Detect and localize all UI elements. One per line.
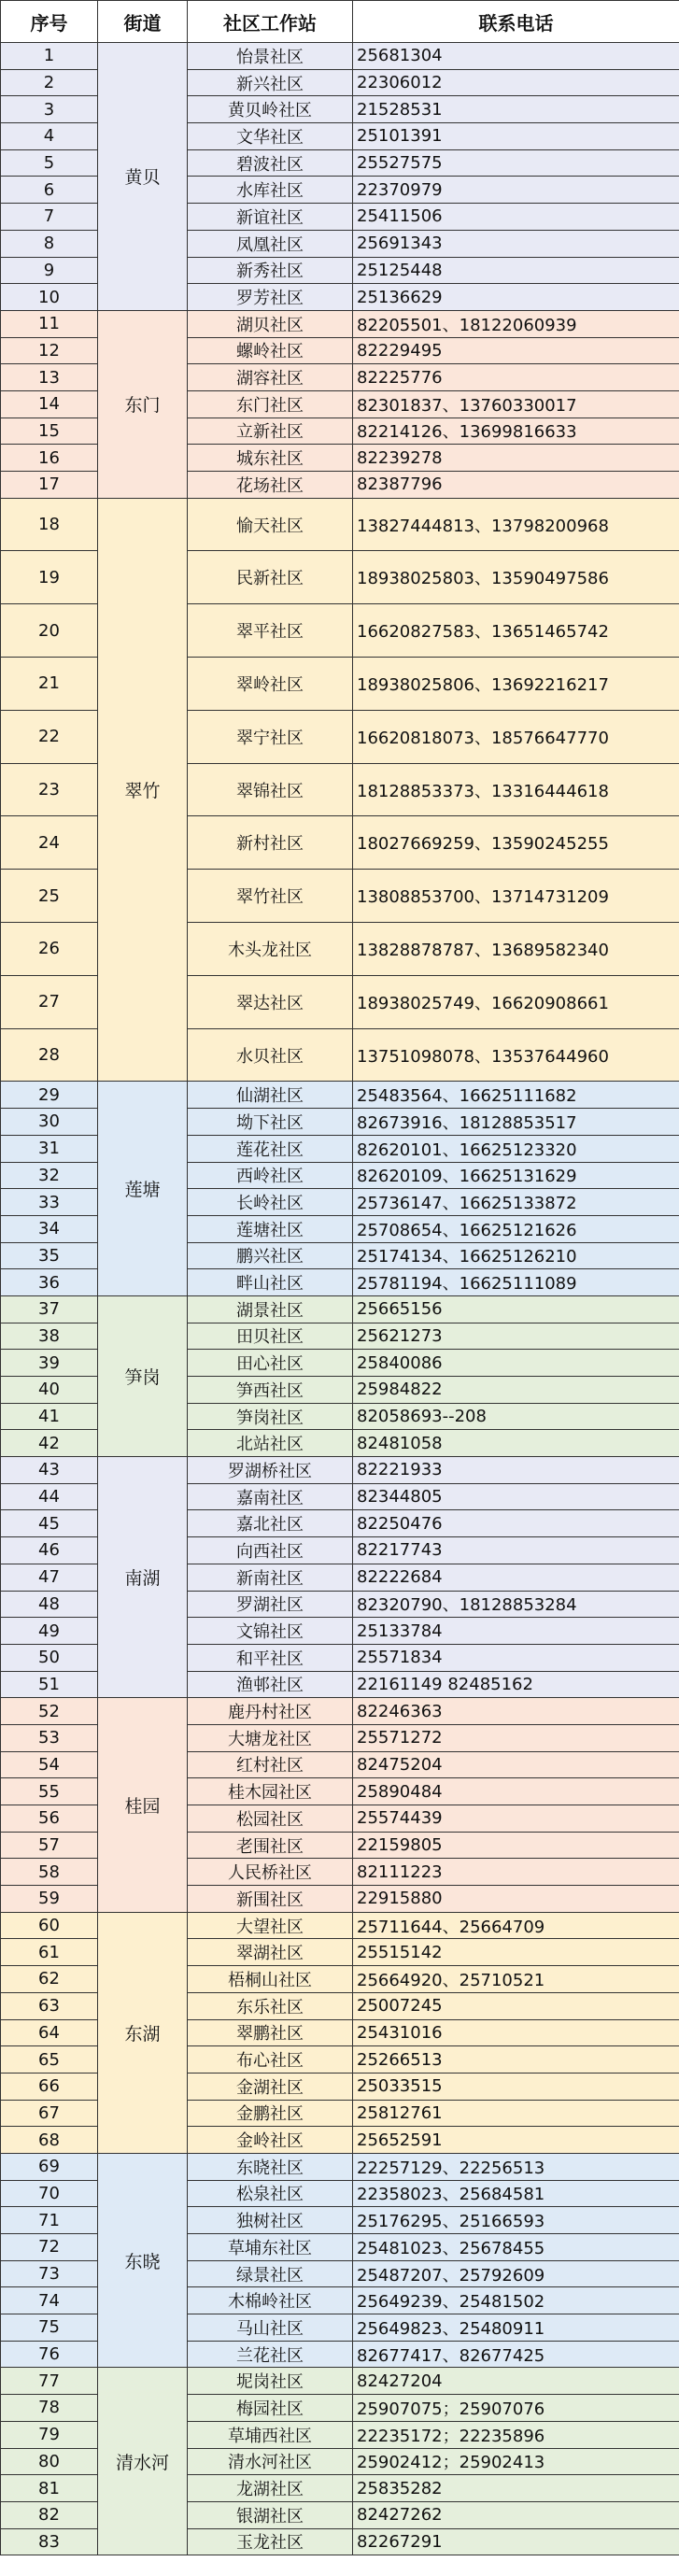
row-number: 6 (1, 177, 98, 204)
community-name: 莲塘社区 (188, 1215, 353, 1242)
row-number: 13 (1, 364, 98, 391)
row-number: 83 (1, 2528, 98, 2555)
phone-number: 25527575 (353, 149, 679, 177)
phone-number: 25571272 (353, 1724, 679, 1751)
phone-number: 82111223 (353, 1859, 679, 1886)
phone-number: 18938025806、13692216217 (353, 658, 679, 711)
phone-number: 22915880 (353, 1886, 679, 1913)
table-header-row (1, 1, 679, 43)
phone-number: 25621273 (353, 1323, 679, 1350)
row-number: 63 (1, 1992, 98, 2019)
community-name: 向西社区 (188, 1537, 353, 1564)
row-number: 5 (1, 149, 98, 177)
row-number: 50 (1, 1644, 98, 1671)
row-number: 60 (1, 1912, 98, 1939)
row-number: 26 (1, 923, 98, 976)
phone-number: 82427204 (353, 2368, 679, 2395)
row-number: 42 (1, 1430, 98, 1457)
phone-number: 13827444813、13798200968 (353, 498, 679, 551)
phone-number: 82229495 (353, 337, 679, 364)
row-number: 4 (1, 123, 98, 150)
row-number: 59 (1, 1886, 98, 1913)
phone-number: 82246363 (353, 1698, 679, 1725)
community-name: 翠鹏社区 (188, 2019, 353, 2046)
phone-number: 25101391 (353, 123, 679, 150)
row-number: 81 (1, 2475, 98, 2502)
phone-number: 25681304 (353, 43, 679, 70)
row-number: 67 (1, 2100, 98, 2127)
community-name: 湖贝社区 (188, 310, 353, 337)
street-name: 东晓 (98, 2153, 188, 2368)
row-number: 10 (1, 284, 98, 311)
row-number: 17 (1, 472, 98, 499)
row-number: 51 (1, 1671, 98, 1698)
community-name: 翠锦社区 (188, 763, 353, 816)
community-name: 兰花社区 (188, 2341, 353, 2368)
phone-number: 25487207、25792609 (353, 2260, 679, 2287)
community-name: 怡景社区 (188, 43, 353, 70)
phone-number: 13751098078、13537644960 (353, 1028, 679, 1082)
phone-number: 25649239、25481502 (353, 2287, 679, 2314)
phone-number: 82475204 (353, 1751, 679, 1778)
header-phone: 联系电话 (353, 1, 679, 43)
phone-number: 25664920、25710521 (353, 1966, 679, 1993)
row-number: 24 (1, 816, 98, 870)
community-name: 梧桐山社区 (188, 1966, 353, 1993)
community-name: 东乐社区 (188, 1992, 353, 2019)
community-name: 松泉社区 (188, 2180, 353, 2207)
community-name: 笋岗社区 (188, 1403, 353, 1430)
phone-number: 25781194、16625111089 (353, 1269, 679, 1296)
row-number: 70 (1, 2180, 98, 2207)
phone-number: 25835282 (353, 2475, 679, 2502)
phone-number: 25483564、16625111682 (353, 1082, 679, 1109)
community-name: 金鹏社区 (188, 2100, 353, 2127)
table-row (1, 498, 679, 551)
phone-number: 25431016 (353, 2019, 679, 2046)
community-name: 罗湖社区 (188, 1591, 353, 1618)
phone-number: 82267291 (353, 2528, 679, 2555)
phone-number: 25574439 (353, 1805, 679, 1833)
community-name: 坳下社区 (188, 1109, 353, 1136)
header-street: 街道 (98, 1, 188, 43)
row-number: 25 (1, 870, 98, 923)
community-name: 绿景社区 (188, 2260, 353, 2287)
community-name: 畔山社区 (188, 1269, 353, 1296)
community-name: 北站社区 (188, 1430, 353, 1457)
row-number: 65 (1, 2046, 98, 2074)
community-name: 马山社区 (188, 2314, 353, 2342)
community-name: 鹿丹村社区 (188, 1698, 353, 1725)
community-name: 木棉岭社区 (188, 2287, 353, 2314)
table-row (1, 1082, 679, 1109)
row-number: 73 (1, 2260, 98, 2287)
phone-number: 82301837、13760330017 (353, 390, 679, 418)
community-name: 西岭社区 (188, 1162, 353, 1189)
community-name: 新兴社区 (188, 69, 353, 96)
community-name: 罗芳社区 (188, 284, 353, 311)
community-name: 和平社区 (188, 1644, 353, 1671)
phone-number: 25515142 (353, 1939, 679, 1966)
phone-number: 22306012 (353, 69, 679, 96)
community-name: 黄贝岭社区 (188, 96, 353, 123)
phone-number: 25812761 (353, 2100, 679, 2127)
row-number: 46 (1, 1537, 98, 1564)
phone-number: 82673916、18128853517 (353, 1109, 679, 1136)
table-row (1, 310, 679, 337)
row-number: 41 (1, 1403, 98, 1430)
community-name: 文华社区 (188, 123, 353, 150)
community-name: 布心社区 (188, 2046, 353, 2074)
street-name: 清水河 (98, 2368, 188, 2555)
row-number: 66 (1, 2073, 98, 2100)
row-number: 45 (1, 1510, 98, 1537)
community-name: 湖景社区 (188, 1295, 353, 1323)
street-name: 东湖 (98, 1912, 188, 2153)
community-name: 鹏兴社区 (188, 1242, 353, 1269)
community-name: 城东社区 (188, 445, 353, 472)
phone-number: 18938025803、13590497586 (353, 551, 679, 604)
phone-number: 25176295、25166593 (353, 2207, 679, 2234)
community-name: 大塘龙社区 (188, 1724, 353, 1751)
row-number: 79 (1, 2421, 98, 2448)
community-name: 翠岭社区 (188, 658, 353, 711)
phone-number: 25652591 (353, 2127, 679, 2154)
row-number: 62 (1, 1966, 98, 1993)
phone-number: 25902412；25902413 (353, 2448, 679, 2475)
phone-number: 82344805 (353, 1483, 679, 1510)
row-number: 44 (1, 1483, 98, 1510)
phone-number: 82481058 (353, 1430, 679, 1457)
street-name: 黄贝 (98, 43, 188, 311)
community-name: 水贝社区 (188, 1028, 353, 1082)
community-name: 梅园社区 (188, 2395, 353, 2422)
community-name: 仙湖社区 (188, 1082, 353, 1109)
community-name: 田贝社区 (188, 1323, 353, 1350)
row-number: 14 (1, 390, 98, 418)
row-number: 8 (1, 230, 98, 257)
row-number: 71 (1, 2207, 98, 2234)
phone-number: 82427262 (353, 2501, 679, 2528)
row-number: 76 (1, 2341, 98, 2368)
phone-number: 25840086 (353, 1350, 679, 1377)
row-number: 19 (1, 551, 98, 604)
row-number: 9 (1, 257, 98, 284)
row-number: 20 (1, 604, 98, 658)
phone-number: 25174134、16625126210 (353, 1242, 679, 1269)
row-number: 58 (1, 1859, 98, 1886)
row-number: 30 (1, 1109, 98, 1136)
community-name: 水库社区 (188, 177, 353, 204)
street-name: 南湖 (98, 1457, 188, 1698)
row-number: 61 (1, 1939, 98, 1966)
table-row (1, 2368, 679, 2395)
row-number: 36 (1, 1269, 98, 1296)
community-name: 翠平社区 (188, 604, 353, 658)
row-number: 49 (1, 1618, 98, 1645)
community-name: 渔邨社区 (188, 1671, 353, 1698)
phone-number: 82058693--208 (353, 1403, 679, 1430)
phone-number: 25708654、16625121626 (353, 1215, 679, 1242)
row-number: 34 (1, 1215, 98, 1242)
phone-number: 25984822 (353, 1377, 679, 1404)
phone-number: 25907075；25907076 (353, 2395, 679, 2422)
phone-number: 16620818073、18576647770 (353, 710, 679, 763)
community-name: 湖容社区 (188, 364, 353, 391)
phone-number: 25481023、25678455 (353, 2234, 679, 2261)
community-name: 新围社区 (188, 1886, 353, 1913)
community-name: 松园社区 (188, 1805, 353, 1833)
community-name: 罗湖桥社区 (188, 1457, 353, 1484)
phone-number: 25571834 (353, 1644, 679, 1671)
community-name: 东晓社区 (188, 2153, 353, 2180)
table-row (1, 1295, 679, 1323)
phone-number: 82214126、13699816633 (353, 418, 679, 445)
table-row (1, 1912, 679, 1939)
phone-number: 82620109、16625131629 (353, 1162, 679, 1189)
phone-number: 82221933 (353, 1457, 679, 1484)
phone-number: 25136629 (353, 284, 679, 311)
row-number: 12 (1, 337, 98, 364)
row-number: 82 (1, 2501, 98, 2528)
row-number: 32 (1, 1162, 98, 1189)
phone-number: 16620827583、13651465742 (353, 604, 679, 658)
table-row (1, 2153, 679, 2180)
community-name: 凤凰社区 (188, 230, 353, 257)
phone-number: 22159805 (353, 1832, 679, 1859)
row-number: 29 (1, 1082, 98, 1109)
community-name: 翠竹社区 (188, 870, 353, 923)
phone-number: 13828878787、13689582340 (353, 923, 679, 976)
row-number: 2 (1, 69, 98, 96)
row-number: 33 (1, 1189, 98, 1216)
street-name: 东门 (98, 310, 188, 498)
phone-number: 25411506 (353, 204, 679, 231)
community-name: 新村社区 (188, 816, 353, 870)
row-number: 80 (1, 2448, 98, 2475)
community-name: 清水河社区 (188, 2448, 353, 2475)
row-number: 53 (1, 1724, 98, 1751)
phone-number: 22257129、22256513 (353, 2153, 679, 2180)
row-number: 22 (1, 710, 98, 763)
table-row (1, 1698, 679, 1725)
row-number: 37 (1, 1295, 98, 1323)
community-name: 嘉北社区 (188, 1510, 353, 1537)
row-number: 48 (1, 1591, 98, 1618)
community-name: 草埔东社区 (188, 2234, 353, 2261)
row-number: 64 (1, 2019, 98, 2046)
community-name: 独树社区 (188, 2207, 353, 2234)
community-name: 东门社区 (188, 390, 353, 418)
phone-number: 82620101、16625123320 (353, 1135, 679, 1162)
community-name: 田心社区 (188, 1350, 353, 1377)
phone-number: 21528531 (353, 96, 679, 123)
phone-number: 18128853373、13316444618 (353, 763, 679, 816)
community-name: 桂木园社区 (188, 1778, 353, 1805)
phone-number: 25033515 (353, 2073, 679, 2100)
row-number: 77 (1, 2368, 98, 2395)
row-number: 3 (1, 96, 98, 123)
row-number: 74 (1, 2287, 98, 2314)
community-name: 笋西社区 (188, 1377, 353, 1404)
row-number: 56 (1, 1805, 98, 1833)
community-name: 莲花社区 (188, 1135, 353, 1162)
row-number: 72 (1, 2234, 98, 2261)
table-row (1, 43, 679, 70)
community-name: 金岭社区 (188, 2127, 353, 2154)
phone-number: 25133784 (353, 1618, 679, 1645)
community-name: 金湖社区 (188, 2073, 353, 2100)
phone-number: 25125448 (353, 257, 679, 284)
community-name: 人民桥社区 (188, 1859, 353, 1886)
row-number: 75 (1, 2314, 98, 2342)
row-number: 40 (1, 1377, 98, 1404)
phone-number: 25649823、25480911 (353, 2314, 679, 2342)
row-number: 57 (1, 1832, 98, 1859)
phone-number: 82320790、18128853284 (353, 1591, 679, 1618)
row-number: 11 (1, 310, 98, 337)
community-name: 红村社区 (188, 1751, 353, 1778)
phone-number: 25691343 (353, 230, 679, 257)
row-number: 35 (1, 1242, 98, 1269)
community-name: 新秀社区 (188, 257, 353, 284)
phone-number: 25665156 (353, 1295, 679, 1323)
community-name: 碧波社区 (188, 149, 353, 177)
header-community: 社区工作站 (188, 1, 353, 43)
row-number: 16 (1, 445, 98, 472)
community-name: 螺岭社区 (188, 337, 353, 364)
row-number: 39 (1, 1350, 98, 1377)
community-name: 草埔西社区 (188, 2421, 353, 2448)
phone-number: 82225776 (353, 364, 679, 391)
row-number: 38 (1, 1323, 98, 1350)
community-name: 老围社区 (188, 1832, 353, 1859)
phone-number: 82387796 (353, 472, 679, 499)
row-number: 27 (1, 975, 98, 1028)
table-body (1, 43, 679, 2555)
community-name: 花场社区 (188, 472, 353, 499)
row-number: 68 (1, 2127, 98, 2154)
phone-number: 13808853700、13714731209 (353, 870, 679, 923)
community-name: 愉天社区 (188, 498, 353, 551)
community-name: 翠宁社区 (188, 710, 353, 763)
row-number: 23 (1, 763, 98, 816)
row-number: 47 (1, 1564, 98, 1591)
street-name: 翠竹 (98, 498, 188, 1082)
street-name: 桂园 (98, 1698, 188, 1913)
community-name: 银湖社区 (188, 2501, 353, 2528)
phone-number: 25736147、16625133872 (353, 1189, 679, 1216)
phone-number: 82250476 (353, 1510, 679, 1537)
row-number: 28 (1, 1028, 98, 1082)
phone-number: 22161149 82485162 (353, 1671, 679, 1698)
row-number: 15 (1, 418, 98, 445)
table-row (1, 1457, 679, 1484)
phone-number: 25266513 (353, 2046, 679, 2074)
phone-number: 22235172；22235896 (353, 2421, 679, 2448)
street-name: 笋岗 (98, 1295, 188, 1456)
row-number: 52 (1, 1698, 98, 1725)
phone-number: 18027669259、13590245255 (353, 816, 679, 870)
row-number: 31 (1, 1135, 98, 1162)
row-number: 43 (1, 1457, 98, 1484)
row-number: 55 (1, 1778, 98, 1805)
community-name: 文锦社区 (188, 1618, 353, 1645)
row-number: 54 (1, 1751, 98, 1778)
community-name: 玉龙社区 (188, 2528, 353, 2555)
community-name: 长岭社区 (188, 1189, 353, 1216)
phone-number: 82677417、82677425 (353, 2341, 679, 2368)
row-number: 69 (1, 2153, 98, 2180)
community-name: 民新社区 (188, 551, 353, 604)
phone-number: 82239278 (353, 445, 679, 472)
phone-number: 82205501、18122060939 (353, 310, 679, 337)
phone-number: 82222684 (353, 1564, 679, 1591)
community-name: 新南社区 (188, 1564, 353, 1591)
phone-number: 25711644、25664709 (353, 1912, 679, 1939)
community-name: 嘉南社区 (188, 1483, 353, 1510)
community-name: 翠湖社区 (188, 1939, 353, 1966)
street-name: 莲塘 (98, 1082, 188, 1296)
phone-number: 25890484 (353, 1778, 679, 1805)
community-name: 大望社区 (188, 1912, 353, 1939)
community-name: 翠达社区 (188, 975, 353, 1028)
community-name: 新谊社区 (188, 204, 353, 231)
community-name: 龙湖社区 (188, 2475, 353, 2502)
community-name: 坭岗社区 (188, 2368, 353, 2395)
row-number: 7 (1, 204, 98, 231)
row-number: 78 (1, 2395, 98, 2422)
row-number: 1 (1, 43, 98, 70)
phone-number: 22370979 (353, 177, 679, 204)
phone-number: 18938025749、16620908661 (353, 975, 679, 1028)
header-number: 序号 (1, 1, 98, 43)
phone-number: 25007245 (353, 1992, 679, 2019)
phone-number: 82217743 (353, 1537, 679, 1564)
row-number: 21 (1, 658, 98, 711)
community-name: 木头龙社区 (188, 923, 353, 976)
community-name: 立新社区 (188, 418, 353, 445)
phone-number: 22358023、25684581 (353, 2180, 679, 2207)
row-number: 18 (1, 498, 98, 551)
